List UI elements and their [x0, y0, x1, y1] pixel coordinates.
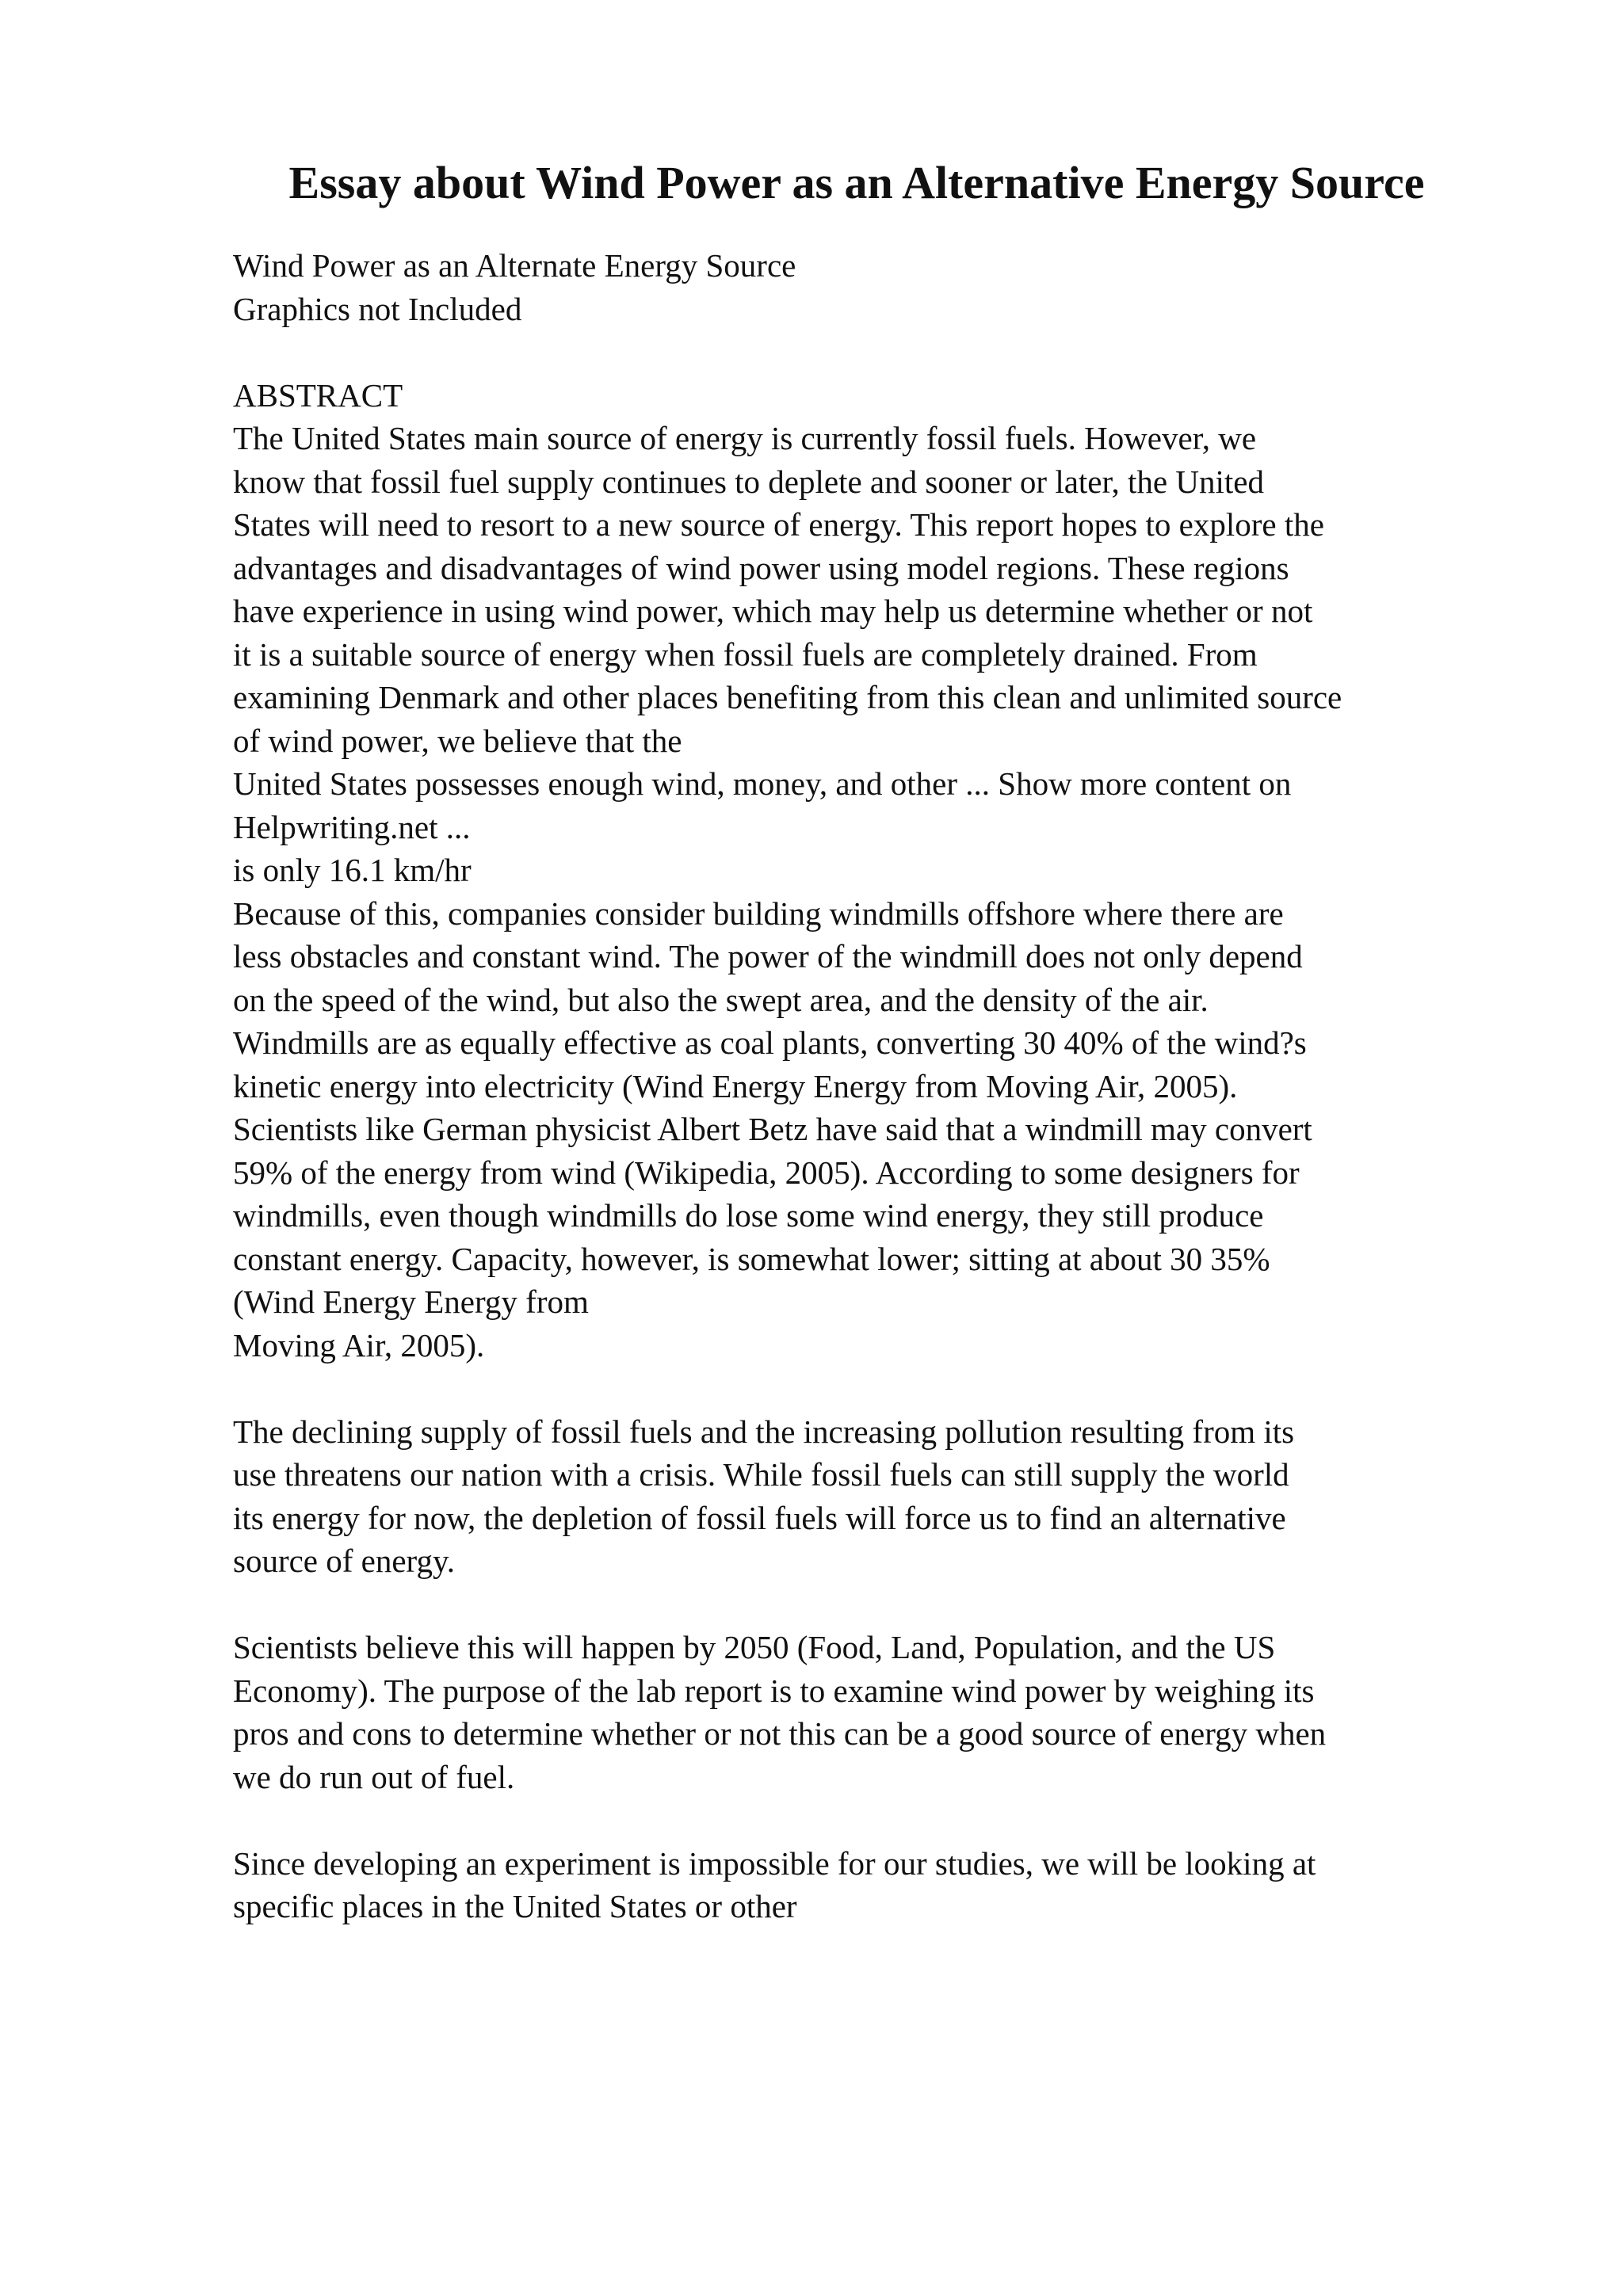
abstract-line: kinetic energy into electricity (Wind Energy Energy from Moving Air, 2005). [233, 1067, 1238, 1104]
paragraph-gap [233, 1583, 1517, 1627]
header-line: Wind Power as an Alternate Energy Source [233, 247, 796, 284]
abstract-line: Scientists like German physicist Albert Betz have said that a windmill may convert [233, 1111, 1312, 1147]
paragraph-line: its energy for now, the depletion of fossil fuels will force us to find an alternative [233, 1499, 1286, 1536]
paragraph-line: The declining supply of fossil fuels and the increasing pollution resulting from its [233, 1413, 1295, 1450]
abstract-line: have experience in using wind power, which may help us determine whether or not [233, 593, 1313, 629]
abstract-heading: ABSTRACT [233, 376, 403, 414]
abstract-line: windmills, even though windmills do lose some wind energy, they still produce [233, 1197, 1264, 1234]
abstract-line: constant energy. Capacity, however, is somewhat lower; sitting at about 30 35% [233, 1240, 1270, 1277]
abstract-line: of wind power, we believe that the [233, 722, 682, 759]
abstract-line: Because of this, companies consider building windmills offshore where there are [233, 894, 1284, 932]
paragraph-line: Scientists believe this will happen by 2050 (Food, Land, Population, and the US [233, 1629, 1276, 1665]
abstract-line: less obstacles and constant wind. The power of the windmill does not only depend [233, 938, 1303, 974]
header-line: Graphics not Included [233, 290, 522, 327]
paragraph-line: we do run out of fuel. [233, 1758, 515, 1795]
abstract-line: Windmills are as equally effective as coal plants, converting 30 40% of the wind?s [233, 1024, 1307, 1061]
abstract-line: it is a suitable source of energy when fossil fuels are completely drained. From [233, 635, 1258, 673]
abstract-line: United States possesses enough wind, money, and other ... Show more content on [233, 765, 1292, 802]
paragraph-gap [233, 1367, 1517, 1410]
paragraph-gap [233, 1798, 1517, 1842]
abstract-line: 59% of the energy from wind (Wikipedia, 2005). According to some designers for [233, 1154, 1300, 1191]
abstract-line: States will need to resort to a new source of energy. This report hopes to explore the [233, 506, 1324, 543]
paragraph-line: Economy). The purpose of the lab report is to examine wind power by weighing its [233, 1672, 1315, 1709]
paragraph-line: use threatens our nation with a crisis. While fossil fuels can still supply the world [233, 1456, 1289, 1493]
abstract-line: examining Denmark and other places benefiting from this clean and unlimited source [233, 679, 1342, 715]
paragraph-line: source of energy. [233, 1543, 456, 1579]
paragraph-gap [233, 330, 1517, 374]
paragraph-line: specific places in the United States or other [233, 1888, 797, 1924]
abstract-line: (Wind Energy Energy from [233, 1283, 589, 1320]
abstract-line: Moving Air, 2005). [233, 1326, 485, 1363]
document-title: Essay about Wind Power as an Alternative Energy Source [288, 157, 1425, 208]
abstract-line: on the speed of the wind, but also the swept area, and the density of the air. [233, 981, 1209, 1018]
abstract-line: know that fossil fuel supply continues to deplete and sooner or later, the United [233, 463, 1264, 500]
abstract-line: is only 16.1 km/hr [233, 852, 472, 888]
abstract-line: The United States main source of energy is currently fossil fuels. However, we [233, 420, 1257, 456]
abstract-line: advantages and disadvantages of wind power using model regions. These regions [233, 549, 1289, 586]
paragraph-line: Since developing an experiment is impossible for our studies, we will be looking at [233, 1844, 1316, 1882]
abstract-line: Helpwriting.net ... [233, 808, 471, 845]
document-body [233, 244, 1517, 1928]
paragraph-line: pros and cons to determine whether or not this can be a good source of energy when [233, 1715, 1327, 1752]
